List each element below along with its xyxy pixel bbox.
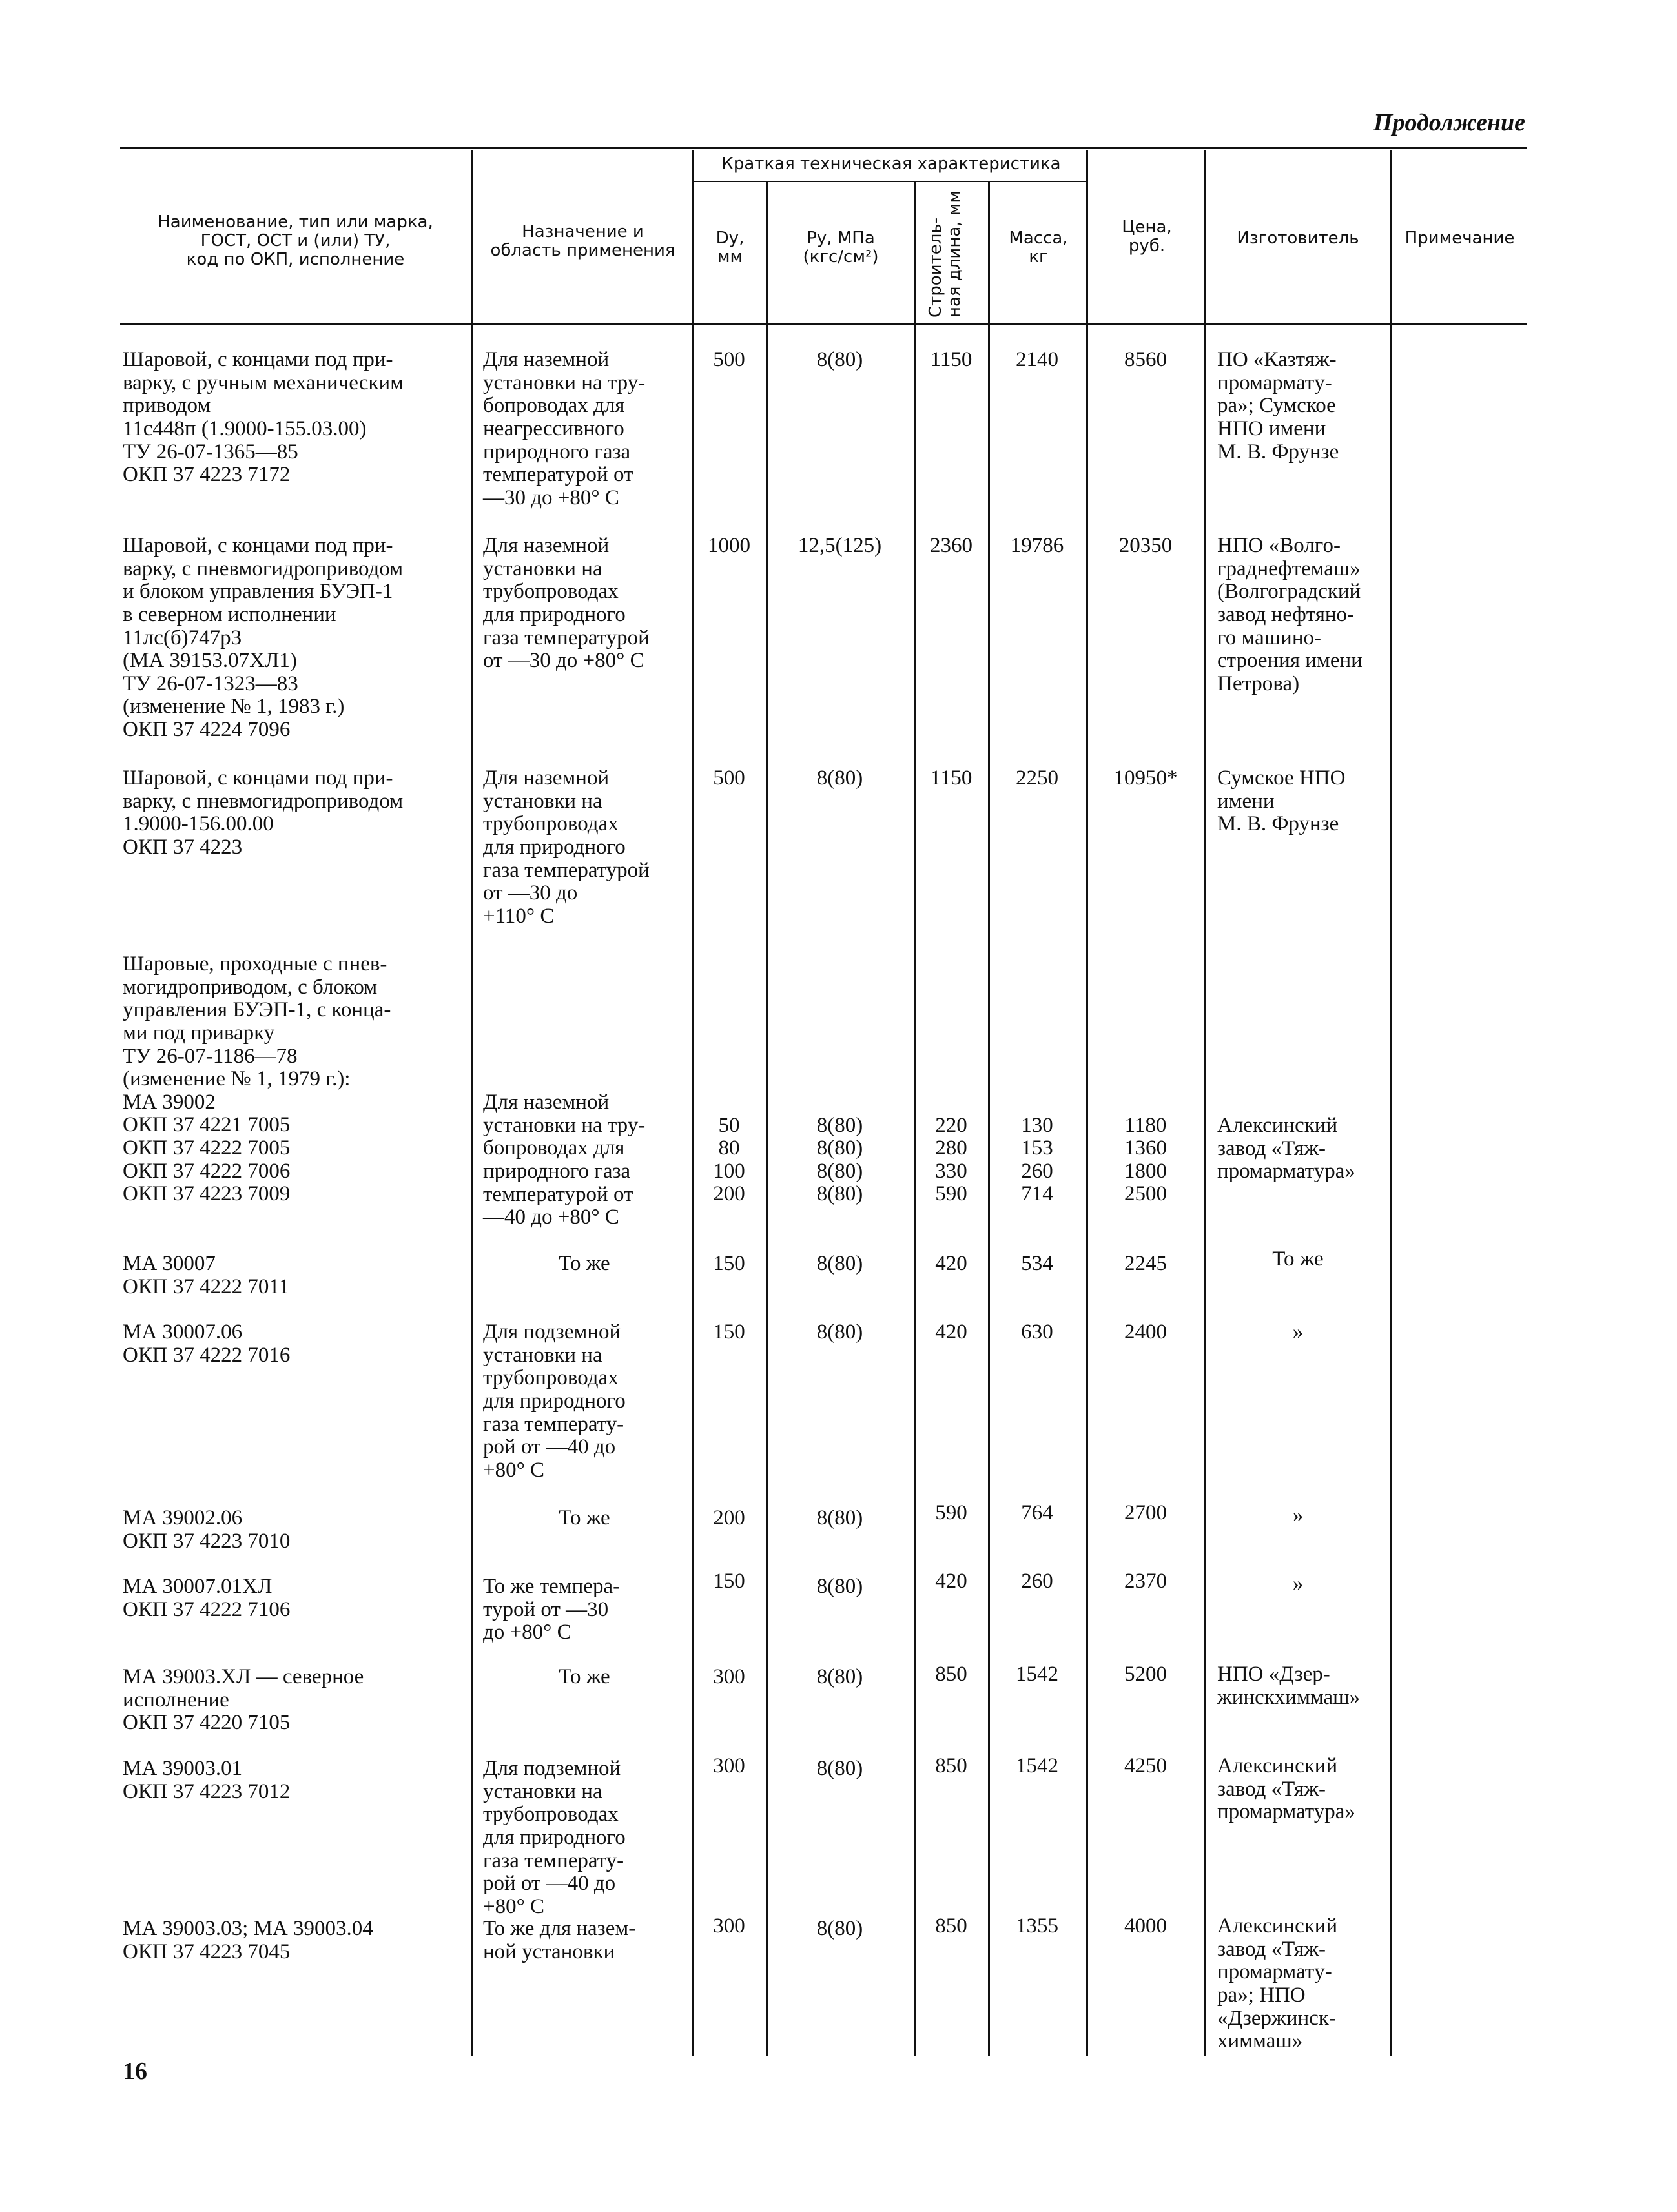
tech-group-rule: [692, 181, 1086, 182]
row-11-price: 4000: [1124, 1914, 1167, 1938]
row-4-length: 220 280 330 590: [935, 1114, 967, 1205]
row-9-name: МА 39003.ХЛ — северное исполнение ОКП 37 4220 7105: [123, 1665, 364, 1735]
row-5-maker: То же: [1272, 1247, 1324, 1271]
row-9-price: 5200: [1124, 1663, 1167, 1686]
row-1-length: 1150: [930, 348, 972, 371]
row-5-length: 420: [935, 1252, 967, 1275]
row-6-length: 420: [935, 1320, 967, 1344]
row-11-name: МА 39003.03; МА 39003.04 ОКП 37 4223 7045: [123, 1917, 373, 1963]
row-4-name: Шаровые, проходные с пнев- могидроприводом, с блоком управления БУЭП-1, с конца- ми под приварку ТУ 26-07-1186—78 (изменение № 1, 1979 г.): МА 39002 ОКП 37 4221 7005 ОКП 37 4222 7005 ОКП 37 4222 7006 ОКП 37 4223 7009: [123, 952, 391, 1206]
row-3-py: 8(80): [816, 766, 863, 790]
row-10-price: 4250: [1124, 1754, 1167, 1777]
row-5-py: 8(80): [816, 1252, 863, 1275]
row-10-py: 8(80): [816, 1757, 863, 1780]
row-3-price: 10950*: [1113, 766, 1178, 790]
row-9-py: 8(80): [816, 1665, 863, 1688]
row-3-maker: Сумское НПО имени М. В. Фрунзе: [1217, 766, 1346, 836]
row-3-purpose: Для наземной установки на трубопроводах для природного газа температурой от —30 до +110° С: [483, 766, 650, 928]
row-2-mass: 19786: [1010, 534, 1064, 557]
row-7-price: 2700: [1124, 1501, 1167, 1524]
row-4-py: 8(80) 8(80) 8(80) 8(80): [816, 1114, 863, 1205]
row-1-mass: 2140: [1016, 348, 1058, 371]
row-8-maker: »: [1292, 1572, 1304, 1595]
row-2-length: 2360: [930, 534, 972, 557]
row-1-purpose: Для наземной установки на тру- бопроводах для неагрессивного природного газа температурой от —30 до +80° С: [483, 348, 646, 509]
row-10-purpose: Для подземной установки на трубопроводах для природного газа температу- рой от —40 до +80° С: [483, 1757, 626, 1918]
row-2-maker: НПО «Волго- граднефтемаш» (Волгоградский завод нефтяно- го машино- строения имени Петрова): [1217, 534, 1363, 695]
row-8-mass: 260: [1021, 1570, 1053, 1593]
row-6-maker: »: [1292, 1320, 1304, 1344]
header-mass: Масса, кг: [1009, 229, 1068, 267]
row-7-purpose: То же: [559, 1506, 610, 1530]
continuation-label: Продолжение: [1373, 109, 1525, 136]
row-11-dy: 300: [713, 1914, 745, 1938]
row-11-length: 850: [935, 1914, 967, 1938]
row-1-price: 8560: [1124, 348, 1167, 371]
row-2-dy: 1000: [708, 534, 750, 557]
row-5-mass: 534: [1021, 1252, 1053, 1275]
col-divider-1: [471, 150, 473, 2056]
col-divider-7: [1204, 150, 1206, 2056]
row-4-dy: 50 80 100 200: [713, 1114, 745, 1205]
row-3-dy: 500: [713, 766, 745, 790]
row-3-length: 1150: [930, 766, 972, 790]
header-purpose: Назначение и область применения: [490, 222, 675, 261]
row-3-mass: 2250: [1016, 766, 1058, 790]
header-name: Наименование, тип или марка, ГОСТ, ОСТ и (или) ТУ, код по ОКП, исполнение: [158, 212, 433, 270]
row-9-mass: 1542: [1016, 1663, 1058, 1686]
header-price: Цена, руб.: [1122, 218, 1172, 256]
row-5-name: МА 30007 ОКП 37 4222 7011: [123, 1252, 290, 1298]
row-5-purpose: То же: [559, 1252, 610, 1275]
row-3-name: Шаровой, с концами под при- варку, с пневмогидроприводом 1.9000-156.00.00 ОКП 37 4223: [123, 766, 404, 859]
row-2-purpose: Для наземной установки на трубопроводах для природного газа температурой от —30 до +80° С: [483, 534, 650, 673]
header-length: Строитель- ная длина, мм: [926, 190, 964, 318]
row-7-dy: 200: [713, 1506, 745, 1530]
header-maker: Изготовитель: [1237, 229, 1359, 248]
row-2-py: 12,5(125): [797, 534, 882, 557]
row-1-name: Шаровой, с концами под при- варку, с ручным механическим приводом 11с448п (1.9000-155.03.00) ТУ 26-07-1365—85 ОКП 37 4223 7172: [123, 348, 404, 487]
row-1-dy: 500: [713, 348, 745, 371]
row-6-dy: 150: [713, 1320, 745, 1344]
row-10-maker: Алексинский завод «Тяж- промарматура»: [1217, 1754, 1355, 1824]
row-5-dy: 150: [713, 1252, 745, 1275]
row-7-name: МА 39002.06 ОКП 37 4223 7010: [123, 1506, 291, 1553]
row-10-length: 850: [935, 1754, 967, 1777]
row-4-mass: 130 153 260 714: [1021, 1114, 1053, 1205]
row-6-purpose: Для подземной установки на трубопроводах для природного газа температу- рой от —40 до +80° С: [483, 1320, 626, 1482]
row-4-price: 1180 1360 1800 2500: [1124, 1114, 1167, 1205]
row-11-py: 8(80): [816, 1917, 863, 1940]
row-1-maker: ПО «Казтяж- промарматy- ра»; Сумское НПО имени М. В. Фрунзе: [1217, 348, 1339, 464]
row-10-mass: 1542: [1016, 1754, 1058, 1777]
header-tech-group: Краткая техническая характеристика: [721, 154, 1061, 174]
table-top-rule: [120, 147, 1527, 149]
row-5-price: 2245: [1124, 1252, 1167, 1275]
header-dy: Dу, мм: [715, 229, 745, 267]
row-6-price: 2400: [1124, 1320, 1167, 1344]
row-1-py: 8(80): [816, 348, 863, 371]
row-6-name: МА 30007.06 ОКП 37 4222 7016: [123, 1320, 291, 1367]
row-11-maker: Алексинский завод «Тяж- промарматy- ра»; НПО «Дзержинск- химмаш»: [1217, 1914, 1338, 2053]
row-8-dy: 150: [713, 1570, 745, 1593]
row-4-maker: Алексинский завод «Тяж- промарматура»: [1217, 1114, 1355, 1183]
row-6-mass: 630: [1021, 1320, 1053, 1344]
header-py: Pу, МПа (кгс/см²): [803, 229, 879, 267]
row-10-name: МА 39003.01 ОКП 37 4223 7012: [123, 1757, 291, 1803]
row-8-py: 8(80): [816, 1575, 863, 1598]
row-2-price: 20350: [1118, 534, 1173, 557]
row-7-length: 590: [935, 1501, 967, 1524]
row-7-mass: 764: [1021, 1501, 1053, 1524]
row-8-price: 2370: [1124, 1570, 1167, 1593]
row-7-maker: »: [1292, 1504, 1304, 1527]
col-divider-8: [1390, 150, 1392, 2056]
row-7-py: 8(80): [816, 1506, 863, 1530]
header-bottom-rule: [120, 323, 1527, 325]
row-2-name: Шаровой, с концами под при- варку, с пневмогидроприводом и блоком управления БУЭП-1 в северном исполнении 11лс(б)747р3 (МА 39153.07ХЛ1) ТУ 26-07-1323—83 (изменение № 1, 1983 г.) ОКП 37 4224 7096: [123, 534, 404, 741]
row-8-purpose: То же темпера- турой от —30 до +80° С: [483, 1575, 621, 1644]
page-number: 16: [123, 2058, 147, 2085]
row-8-name: МА 30007.01ХЛ ОКП 37 4222 7106: [123, 1575, 291, 1621]
row-9-length: 850: [935, 1663, 967, 1686]
row-9-dy: 300: [713, 1665, 745, 1688]
row-9-maker: НПО «Дзер- жинскхиммаш»: [1217, 1663, 1361, 1709]
row-4-purpose: Для наземной установки на тру- бопроводах для природного газа температурой от —40 до +80° С: [483, 1091, 646, 1229]
row-11-purpose: То же для назем- ной установки: [483, 1917, 636, 1963]
row-8-length: 420: [935, 1570, 967, 1593]
header-note: Примечание: [1404, 229, 1515, 248]
row-11-mass: 1355: [1016, 1914, 1058, 1938]
row-6-py: 8(80): [816, 1320, 863, 1344]
row-10-dy: 300: [713, 1754, 745, 1777]
row-9-purpose: То же: [559, 1665, 610, 1688]
